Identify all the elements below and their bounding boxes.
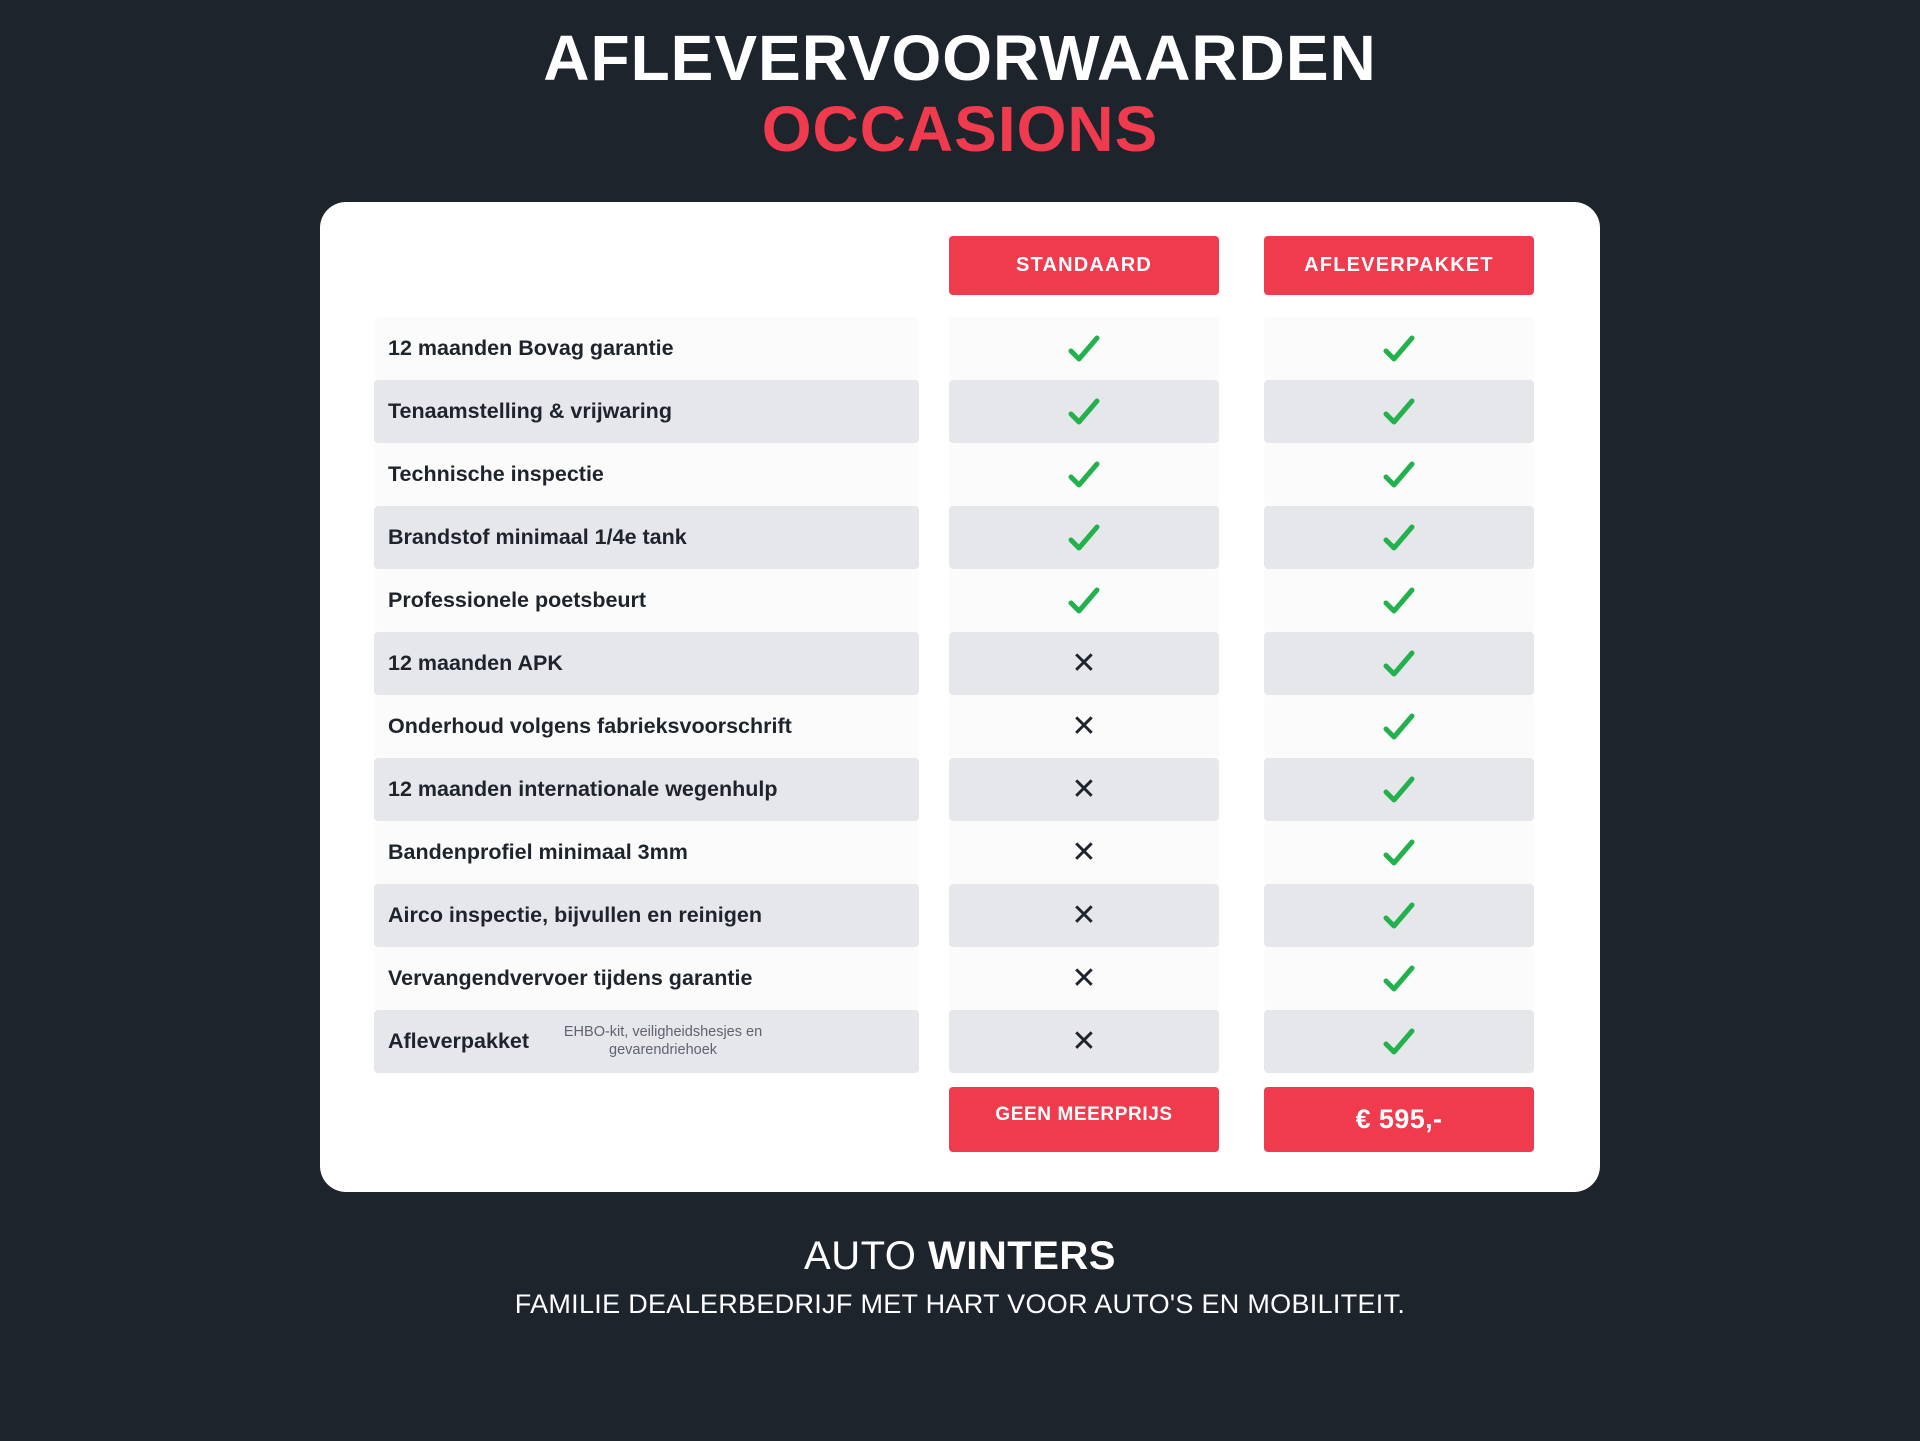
column-header-afleverpakket[interactable]: AFLEVERPAKKET [1264, 236, 1534, 295]
cell-afleverpakket [1264, 569, 1534, 632]
check-icon [1382, 584, 1416, 618]
price-spacer-features [374, 1087, 919, 1152]
cross-icon: ✕ [1071, 772, 1097, 806]
page-title: AFLEVERVOORWAARDEN [543, 22, 1377, 94]
feature-label-cell [374, 947, 919, 1010]
check-icon [1382, 458, 1416, 492]
cell-afleverpakket [1264, 506, 1534, 569]
feature-label-cell [374, 506, 919, 569]
feature-label-cell [374, 443, 919, 506]
table-row [374, 443, 1546, 506]
header-spacer-features [374, 236, 919, 295]
table-row [374, 317, 1546, 380]
check-icon [1067, 458, 1101, 492]
feature-rows [374, 317, 1546, 1073]
feature-label: 12 maanden APK [388, 651, 563, 676]
table-row [374, 821, 1546, 884]
feature-label: 12 maanden Bovag garantie [388, 336, 674, 361]
table-row [374, 884, 1546, 947]
check-icon [1067, 584, 1101, 618]
check-icon [1382, 836, 1416, 870]
check-icon [1382, 647, 1416, 681]
check-icon [1382, 1025, 1416, 1059]
feature-label-cell [374, 758, 919, 821]
comparison-card [320, 202, 1600, 1192]
feature-label: Airco inspectie, bijvullen en reinigen [388, 903, 762, 928]
price-spacer-gap-1 [919, 1087, 949, 1152]
table-row [374, 632, 1546, 695]
feature-label-cell [374, 569, 919, 632]
cross-icon: ✕ [1071, 835, 1097, 869]
cell-afleverpakket [1264, 884, 1534, 947]
check-icon [1382, 521, 1416, 555]
cell-afleverpakket [1264, 1010, 1534, 1073]
feature-label: Tenaamstelling & vrijwaring [388, 399, 672, 424]
feature-label: Onderhoud volgens fabrieksvoorschrift [388, 714, 792, 739]
feature-label: Brandstof minimaal 1/4e tank [388, 525, 687, 550]
feature-label-cell [374, 884, 919, 947]
table-row [374, 758, 1546, 821]
table-row [374, 380, 1546, 443]
table-row [374, 1010, 1546, 1073]
check-icon [1382, 899, 1416, 933]
cell-afleverpakket [1264, 947, 1534, 1010]
cell-standaard [949, 317, 1219, 380]
brand-name-bold: WINTERS [928, 1234, 1116, 1279]
cell-afleverpakket [1264, 821, 1534, 884]
cell-standaard [949, 947, 1219, 1010]
cell-standaard [949, 1010, 1219, 1073]
price-row [374, 1087, 1546, 1152]
brand-tagline: FAMILIE DEALERBEDRIJF MET HART VOOR AUTO'S EN MOBILITEIT. [514, 1289, 1406, 1320]
cell-standaard [949, 884, 1219, 947]
check-icon [1382, 332, 1416, 366]
cell-afleverpakket [1264, 632, 1534, 695]
cross-icon: ✕ [1071, 1024, 1097, 1058]
cell-standaard [949, 506, 1219, 569]
cell-standaard [949, 443, 1219, 506]
header-spacer-gap-1 [919, 236, 949, 295]
feature-label-cell [374, 632, 919, 695]
header-spacer-gap-2 [1219, 236, 1264, 295]
cell-standaard [949, 821, 1219, 884]
cell-afleverpakket [1264, 443, 1534, 506]
feature-label: 12 maanden internationale wegenhulp [388, 777, 778, 802]
brand-name [515, 1234, 1405, 1279]
check-icon [1382, 395, 1416, 429]
feature-note: EHBO-kit, veiligheidshesjes en gevarendriehoek [563, 1024, 763, 1058]
feature-label: Afleverpakket [388, 1029, 530, 1054]
price-afleverpakket[interactable]: € 595,- [1264, 1087, 1534, 1152]
poster-footer [515, 1234, 1405, 1320]
feature-label: Technische inspectie [388, 462, 604, 487]
feature-label: Professionele poetsbeurt [388, 588, 647, 613]
table-row [374, 695, 1546, 758]
check-icon [1067, 395, 1101, 429]
cell-afleverpakket [1264, 695, 1534, 758]
check-icon [1067, 332, 1101, 366]
feature-label-cell [374, 695, 919, 758]
table-row [374, 569, 1546, 632]
cell-standaard [949, 758, 1219, 821]
cell-standaard [949, 632, 1219, 695]
check-icon [1382, 773, 1416, 807]
column-header-row [374, 236, 1546, 295]
cell-afleverpakket [1264, 758, 1534, 821]
check-icon [1382, 962, 1416, 996]
price-standaard[interactable]: GEEN MEERPRIJS [949, 1087, 1219, 1152]
table-row [374, 506, 1546, 569]
price-spacer-gap-2 [1219, 1087, 1264, 1152]
cell-standaard [949, 380, 1219, 443]
feature-label-cell [374, 821, 919, 884]
cell-afleverpakket [1264, 380, 1534, 443]
cell-standaard [949, 695, 1219, 758]
cross-icon: ✕ [1071, 961, 1097, 995]
cross-icon: ✕ [1071, 709, 1097, 743]
check-icon [1067, 521, 1101, 555]
feature-label-cell [374, 1010, 919, 1073]
feature-label-cell [374, 380, 919, 443]
column-header-standaard[interactable]: STANDAARD [949, 236, 1219, 295]
cross-icon: ✕ [1071, 646, 1097, 680]
page-subtitle: OCCASIONS [761, 93, 1159, 166]
feature-label-cell [374, 317, 919, 380]
cross-icon: ✕ [1071, 898, 1097, 932]
feature-label: Vervangendvervoer tijdens garantie [388, 966, 753, 991]
feature-label: Bandenprofiel minimaal 3mm [388, 840, 688, 865]
table-row [374, 947, 1546, 1010]
brand-name-light: AUTO [804, 1234, 929, 1279]
cell-standaard [949, 569, 1219, 632]
poster-header [543, 24, 1377, 164]
cell-afleverpakket [1264, 317, 1534, 380]
check-icon [1382, 710, 1416, 744]
